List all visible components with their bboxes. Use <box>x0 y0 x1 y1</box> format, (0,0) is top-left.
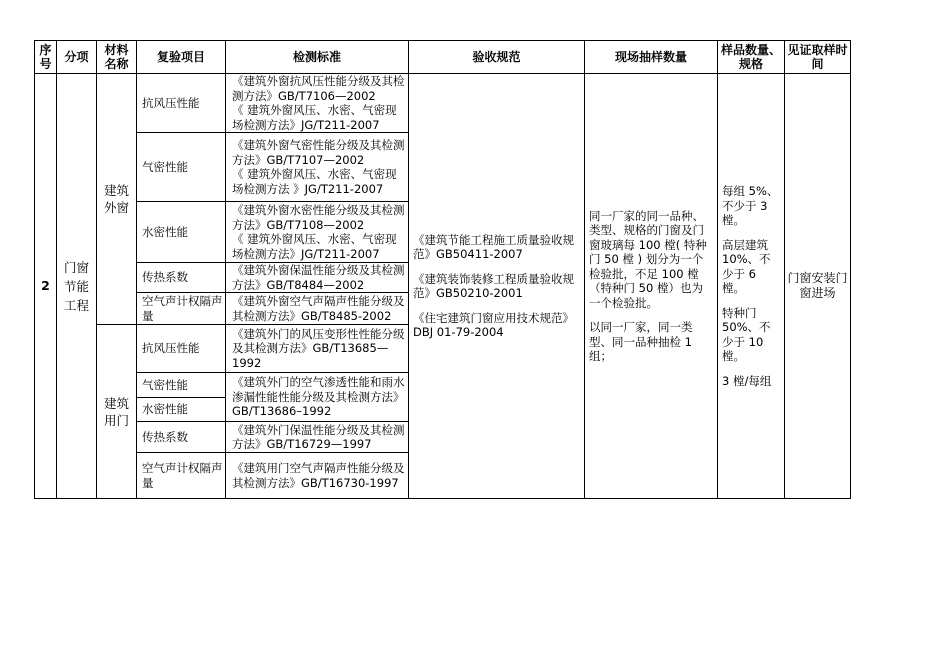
header-cell: 分项 <box>57 41 97 74</box>
witness-time: 门窗安装门窗进场 <box>785 74 851 499</box>
test-standard: 《建筑外门的空气渗透性能和雨水渗漏性能性能分级及其检测方法》GB/T13686–1992 <box>226 373 409 422</box>
sample-spec: 每组 5%、不少于 3 樘。 <box>722 184 779 227</box>
sampling-text: 同一厂家的同一品种、类型、规格的门窗及门窗玻璃每 100 樘( 特种门 50 樘 ) 划分为一个检验批，不足 100 樘 （特种门 50 樘）也为一个检验批。 <box>589 208 707 310</box>
header-cell: 检测标准 <box>226 41 409 74</box>
sampling-cell <box>585 74 718 499</box>
test-item: 抗风压性能 <box>137 325 226 373</box>
test-item: 水密性能 <box>137 202 226 263</box>
material-door: 建筑用门 <box>97 325 137 499</box>
test-item: 抗风压性能 <box>137 74 226 133</box>
header-cell: 复验项目 <box>137 41 226 74</box>
acceptance-spec: 《建筑节能工程施工质量验收规范》GB50411-2007 <box>413 232 574 261</box>
table-row <box>35 74 851 133</box>
test-standard: 《建筑外窗保温性能分级及其检测方法》GB/T8484—2002 <box>226 263 409 293</box>
sample-spec-cell <box>718 74 785 499</box>
test-item: 传热系数 <box>137 422 226 453</box>
sample-spec: 3 樘/每组 <box>722 373 772 388</box>
test-standard: 《建筑用门空气声隔声性能分级及其检测方法》GB/T16730-1997 <box>226 453 409 499</box>
test-standard: 《建筑外窗抗风压性能分级及其检测方法》GB/T7106—2002 《 建筑外窗风压、水密、气密现场检测方法》JG/T211-2007 <box>226 74 409 133</box>
header-cell: 序号 <box>35 41 57 74</box>
test-item: 气密性能 <box>137 133 226 202</box>
acceptance-spec: 《建筑装饰装修工程质量验收规范》GB50210-2001 <box>413 271 574 300</box>
test-standard: 《建筑外窗水密性能分级及其检测方法》GB/T7108—2002 《 建筑外窗风压、水密、气密现场检测方法》JG/T211-2007 <box>226 202 409 263</box>
test-item: 空气声计权隔声量 <box>137 453 226 499</box>
header-cell: 材料名称 <box>97 41 137 74</box>
test-item: 气密性能 <box>137 373 226 398</box>
test-standard: 《建筑外门保温性能分级及其检测方法》GB/T16729—1997 <box>226 422 409 453</box>
test-item: 水密性能 <box>137 398 226 422</box>
test-standard: 《建筑外门的风压变形性性能分级及其检测方法》GB/T13685—1992 <box>226 325 409 373</box>
test-standard: 《建筑外窗空气声隔声性能分级及其检测方法》GB/T8485-2002 <box>226 293 409 325</box>
sample-spec: 高层建筑 10%、不少于 6 樘。 <box>722 237 771 295</box>
acceptance-spec-cell <box>409 74 585 499</box>
row-number: 2 <box>35 74 57 499</box>
test-item: 空气声计权隔声量 <box>137 293 226 325</box>
header-cell: 见证取样时间 <box>785 41 851 74</box>
inspection-table <box>34 40 851 499</box>
header-cell: 现场抽样数量 <box>585 41 718 74</box>
sampling-text: 以同一厂家，同一类型、同一品种抽检 1 组； <box>589 320 693 363</box>
header-cell: 验收规范 <box>409 41 585 74</box>
material-window: 建筑外窗 <box>97 74 137 325</box>
header-cell: 样品数量、规格 <box>718 41 785 74</box>
acceptance-spec: 《住宅建筑门窗应用技术规范》DBJ 01-79-2004 <box>413 310 574 339</box>
header-row <box>35 41 851 74</box>
sample-spec: 特种门 50%、不少于 10 樘。 <box>722 305 771 363</box>
test-item: 传热系数 <box>137 263 226 293</box>
test-standard: 《建筑外窗气密性能分级及其检测方法》GB/T7107—2002 《 建筑外窗风压、水密、气密现场检测方法 》JG/T211-2007 <box>226 133 409 202</box>
subitem-cell: 门窗节能工程 <box>57 74 97 499</box>
